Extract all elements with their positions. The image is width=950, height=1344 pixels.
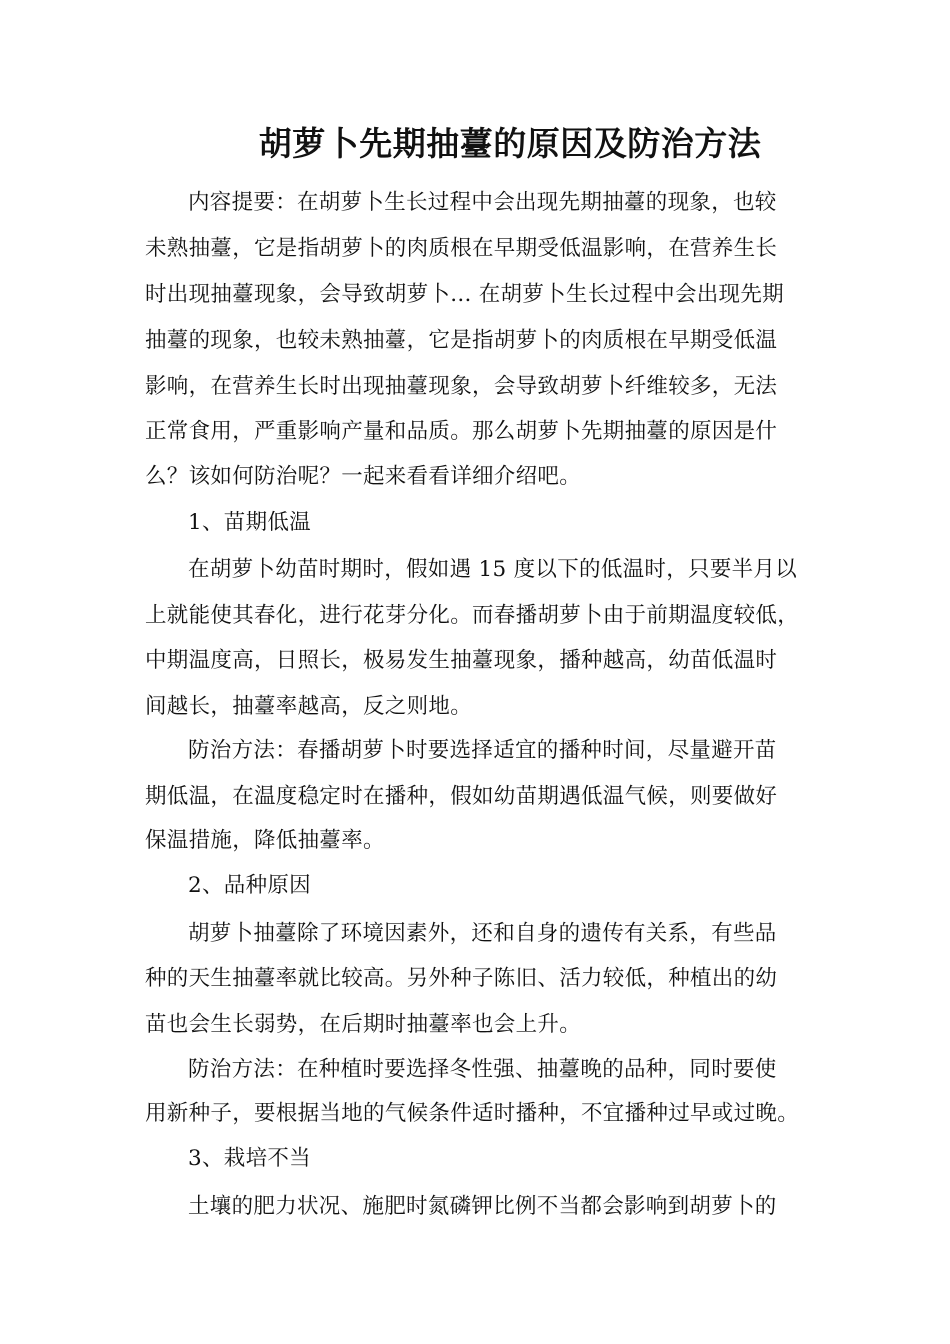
paragraph-line: 上就能使其春化，进行花芽分化。而春播胡萝卜由于前期温度较低， — [145, 603, 800, 628]
paragraph-line: 影响，在营养生长时出现抽薹现象，会导致胡萝卜纤维较多，无法 — [145, 374, 778, 399]
paragraph-line: 防治方法：春播胡萝卜时要选择适宜的播种时间，尽量避开苗 — [188, 738, 777, 763]
paragraph-line: 间越长，抽薹率越高，反之则地。 — [145, 694, 473, 719]
document-title: 胡萝卜先期抽薹的原因及防治方法 — [258, 124, 762, 163]
paragraph-line: 防治方法：在种植时要选择冬性强、抽薹晚的品种，同时要使 — [188, 1057, 777, 1082]
paragraph-line: 时出现抽薹现象，会导致胡萝卜... 在胡萝卜生长过程中会出现先期 — [145, 282, 784, 307]
paragraph-line: 期低温，在温度稳定时在播种，假如幼苗期遇低温气候，则要做好 — [145, 784, 778, 809]
paragraph-line: 中期温度高，日照长，极易发生抽薹现象，播种越高，幼苗低温时 — [145, 648, 778, 673]
paragraph-line: 胡萝卜抽薹除了环境因素外，还和自身的遗传有关系，有些品 — [188, 921, 777, 946]
section-heading: 3、栽培不当 — [188, 1146, 311, 1171]
paragraph-line: 土壤的肥力状况、施肥时氮磷钾比例不当都会影响到胡萝卜的 — [188, 1194, 777, 1219]
paragraph-line: 在胡萝卜幼苗时期时，假如遇 15 度以下的低温时，只要半月以 — [188, 557, 798, 582]
paragraph-line: 用新种子，要根据当地的气候条件适时播种，不宜播种过早或过晚。 — [145, 1101, 800, 1126]
paragraph-line: 苗也会生长弱势，在后期时抽薹率也会上升。 — [145, 1012, 582, 1037]
paragraph-line: 未熟抽薹，它是指胡萝卜的肉质根在早期受低温影响，在营养生长 — [145, 236, 778, 261]
section-heading: 1、苗期低温 — [188, 510, 311, 535]
paragraph-line: 抽薹的现象，也较未熟抽薹，它是指胡萝卜的肉质根在早期受低温 — [145, 328, 778, 353]
paragraph-line: 种的天生抽薹率就比较高。另外种子陈旧、活力较低，种植出的幼 — [145, 966, 778, 991]
paragraph-line: 正常食用，严重影响产量和品质。那么胡萝卜先期抽薹的原因是什 — [145, 419, 778, 444]
paragraph-line: 么？该如何防治呢？一起来看看详细介绍吧。 — [145, 464, 582, 489]
paragraph-line: 保温措施，降低抽薹率。 — [145, 828, 385, 853]
paragraph-line: 内容提要：在胡萝卜生长过程中会出现先期抽薹的现象，也较 — [188, 190, 777, 215]
section-heading: 2、品种原因 — [188, 873, 311, 898]
